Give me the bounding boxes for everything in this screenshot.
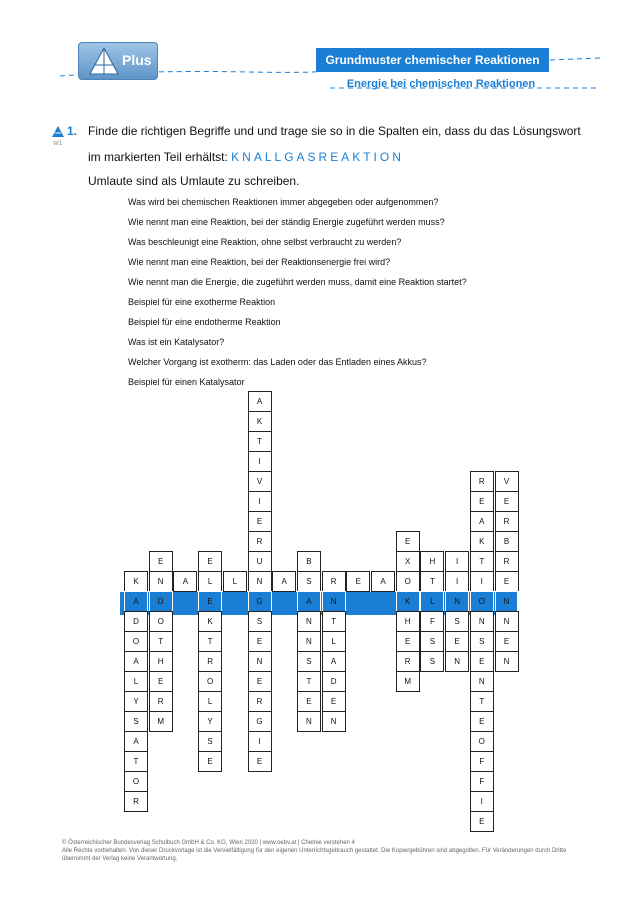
footer-line-1: © Österreichischer Bundesverlag Schulbuch GmbH & Co. KG, Wien 2020 | www.oebv.at | Chemie verstehen 4 — [62, 840, 355, 846]
crossword-cell[interactable]: K — [470, 531, 494, 552]
crossword-cell[interactable]: N — [322, 711, 346, 732]
crossword-cell[interactable]: E — [470, 711, 494, 732]
crossword-cell[interactable]: E — [495, 631, 519, 652]
section-subtitle: Energie bei chemischen Reaktionen — [346, 78, 536, 90]
crossword-cell[interactable]: E — [495, 571, 519, 592]
instruction-line-3: Umlaute sind als Umlaute zu schreiben. — [88, 174, 300, 188]
crossword-cell[interactable]: T — [149, 631, 173, 652]
crossword-cell[interactable]: A — [272, 571, 296, 592]
crossword-cell[interactable]: N — [470, 671, 494, 692]
crossword-cell[interactable]: B — [297, 551, 321, 572]
crossword-cell[interactable]: R — [124, 791, 148, 812]
question-item: Welcher Vorgang ist exotherm: das Laden oder das Entladen eines Akkus? — [128, 357, 427, 367]
chapter-title: Grundmuster chemischer Reaktionen — [316, 48, 549, 72]
crossword-cell[interactable]: E — [445, 631, 469, 652]
crossword-cell[interactable]: K — [124, 571, 148, 592]
crossword-cell[interactable]: I — [445, 571, 469, 592]
crossword-cell[interactable]: E — [248, 751, 272, 772]
solution-cell[interactable]: E — [198, 591, 222, 612]
crossword-cell[interactable]: S — [297, 651, 321, 672]
crossword-cell[interactable]: R — [248, 531, 272, 552]
crossword-cell[interactable]: E — [198, 751, 222, 772]
solution-cell[interactable]: A — [124, 591, 148, 612]
crossword-cell[interactable]: F — [470, 771, 494, 792]
crossword-cell[interactable]: L — [198, 691, 222, 712]
question-item: Beispiel für einen Katalysator — [128, 377, 245, 387]
crossword-cell[interactable]: O — [149, 611, 173, 632]
crossword-cell[interactable]: A — [371, 571, 395, 592]
crossword-cell[interactable]: V — [495, 471, 519, 492]
crossword-cell[interactable]: O — [396, 571, 420, 592]
crossword-cell[interactable]: S — [420, 631, 444, 652]
crossword-cell[interactable]: S — [198, 731, 222, 752]
crossword-cell[interactable]: I — [248, 451, 272, 472]
footer-line-2: Alle Rechte vorbehalten. Von dieser Druckvorlage ist die Vervielfältigung für den eigenen Unterrichtsgebrauch gestattet. Die Kopiergebühren sind abgegolten. Für Veränderungen durch Dritte übernimmt der Verlag keine Verantwortung. — [62, 848, 567, 862]
crossword-cell[interactable]: A — [248, 391, 272, 412]
question-item: Was ist ein Katalysator? — [128, 337, 225, 347]
crossword-cell[interactable]: R — [396, 651, 420, 672]
crossword-cell[interactable]: A — [322, 651, 346, 672]
crossword-cell[interactable]: E — [470, 651, 494, 672]
crossword-cell[interactable]: H — [149, 651, 173, 672]
crossword-cell[interactable]: L — [223, 571, 247, 592]
task-number: 1. — [67, 124, 78, 138]
crossword-cell[interactable]: A — [124, 651, 148, 672]
crossword-cell[interactable]: K — [198, 611, 222, 632]
crossword-cell[interactable]: R — [248, 691, 272, 712]
crossword-cell[interactable]: N — [470, 611, 494, 632]
crossword-cell[interactable]: H — [420, 551, 444, 572]
crossword-cell[interactable]: V — [248, 471, 272, 492]
crossword-cell[interactable]: T — [297, 671, 321, 692]
crossword-cell[interactable]: I — [248, 731, 272, 752]
instruction-line-2-text: im markierten Teil erhältst: — [88, 150, 228, 164]
crossword-cell[interactable]: O — [124, 631, 148, 652]
crossword-cell[interactable]: M — [396, 671, 420, 692]
crossword-cell[interactable]: R — [495, 511, 519, 532]
crossword-cell[interactable]: E — [149, 551, 173, 572]
crossword-cell[interactable]: N — [495, 611, 519, 632]
crossword-cell[interactable]: N — [297, 611, 321, 632]
crossword-cell[interactable]: E — [396, 531, 420, 552]
question-item: Beispiel für eine endotherme Reaktion — [128, 317, 281, 327]
crossword-cell[interactable]: N — [445, 651, 469, 672]
crossword-cell[interactable]: K — [248, 411, 272, 432]
solution-cell[interactable]: N — [322, 591, 346, 612]
crossword-cell[interactable]: E — [346, 571, 370, 592]
instruction-line-1: Finde die richtigen Begriffe und und trage sie so in die Spalten ein, dass du das Lösungswort — [88, 124, 581, 138]
question-item: Was wird bei chemischen Reaktionen immer abgegeben oder aufgenommen? — [128, 197, 439, 207]
crossword-cell[interactable]: M — [149, 711, 173, 732]
crossword-cell[interactable]: D — [124, 611, 148, 632]
crossword-cell[interactable]: S — [445, 611, 469, 632]
crossword-cell[interactable]: G — [248, 711, 272, 732]
crossword-cell[interactable]: E — [470, 811, 494, 832]
crossword-cell[interactable]: F — [420, 611, 444, 632]
crossword-cell[interactable]: N — [495, 651, 519, 672]
crossword-cell[interactable]: L — [198, 571, 222, 592]
crossword-cell[interactable]: Y — [124, 691, 148, 712]
crossword-cell[interactable]: Y — [198, 711, 222, 732]
crossword-cell[interactable]: R — [149, 691, 173, 712]
crossword-cell[interactable]: T — [248, 431, 272, 452]
question-item: Wie nennt man eine Reaktion, bei der Reaktionsenergie frei wird? — [128, 257, 391, 267]
crossword-cell[interactable]: E — [297, 691, 321, 712]
crossword-cell[interactable]: R — [495, 551, 519, 572]
crossword-cell[interactable]: R — [198, 651, 222, 672]
question-item: Beispiel für eine exotherme Reaktion — [128, 297, 276, 307]
crossword-cell[interactable]: T — [420, 571, 444, 592]
crossword-cell[interactable]: R — [322, 571, 346, 592]
crossword-cell[interactable]: B — [495, 531, 519, 552]
crossword-cell[interactable]: N — [248, 571, 272, 592]
crossword-cell[interactable]: T — [198, 631, 222, 652]
level-tag: W1 — [53, 141, 62, 147]
crossword-cell[interactable]: O — [470, 731, 494, 752]
crossword-cell[interactable]: I — [470, 791, 494, 812]
crossword-cell[interactable]: S — [248, 611, 272, 632]
crossword-cell[interactable]: E — [149, 671, 173, 692]
crossword-cell[interactable]: S — [470, 631, 494, 652]
crossword-cell[interactable]: H — [396, 611, 420, 632]
crossword-cell[interactable]: L — [124, 671, 148, 692]
crossword-cell[interactable]: E — [248, 511, 272, 532]
crossword-cell[interactable]: T — [470, 691, 494, 712]
crossword-cell[interactable]: T — [124, 751, 148, 772]
logo-text: Plus — [122, 52, 152, 68]
solution-cell[interactable]: D — [149, 591, 173, 612]
crossword-cell[interactable]: A — [173, 571, 197, 592]
solution-cell[interactable]: N — [445, 591, 469, 612]
crossword-cell[interactable]: U — [248, 551, 272, 572]
crossword-cell[interactable]: E — [396, 631, 420, 652]
solution-cell[interactable]: K — [396, 591, 420, 612]
solution-cell[interactable]: O — [470, 591, 494, 612]
crossword-cell[interactable]: F — [470, 751, 494, 772]
question-item: Wie nennt man eine Reaktion, bei der ständig Energie zugeführt werden muss? — [128, 217, 445, 227]
solution-cell[interactable]: N — [495, 591, 519, 612]
crossword-cell[interactable]: I — [248, 491, 272, 512]
crossword-cell[interactable]: X — [396, 551, 420, 572]
solution-cell[interactable]: A — [297, 591, 321, 612]
crossword-cell[interactable]: L — [322, 631, 346, 652]
crossword-cell[interactable]: R — [470, 471, 494, 492]
crossword-cell[interactable]: E — [248, 671, 272, 692]
crossword-cell[interactable]: A — [470, 511, 494, 532]
crossword-cell[interactable]: E — [495, 491, 519, 512]
crossword-cell[interactable]: T — [322, 611, 346, 632]
solution-word: KNALLGASREAKTION — [231, 150, 404, 164]
crossword-cell[interactable]: S — [297, 571, 321, 592]
solution-cell[interactable]: L — [420, 591, 444, 612]
crossword-cell[interactable]: A — [124, 731, 148, 752]
footer — [62, 839, 582, 863]
crossword-cell[interactable]: S — [124, 711, 148, 732]
crossword-cell[interactable]: E — [248, 631, 272, 652]
crossword-cell[interactable]: N — [248, 651, 272, 672]
solution-cell[interactable]: G — [248, 591, 272, 612]
crossword-cell[interactable]: O — [124, 771, 148, 792]
crossword-cell[interactable]: E — [470, 491, 494, 512]
question-item: Was beschleunigt eine Reaktion, ohne selbst verbraucht zu werden? — [128, 237, 402, 247]
crossword-cell[interactable]: T — [470, 551, 494, 572]
crossword-cell[interactable]: I — [470, 571, 494, 592]
crossword-cell[interactable]: S — [420, 651, 444, 672]
crossword-cell[interactable]: N — [297, 631, 321, 652]
crossword-cell[interactable]: I — [445, 551, 469, 572]
crossword-cell[interactable]: N — [297, 711, 321, 732]
question-item: Wie nennt man die Energie, die zugeführt werden muss, damit eine Reaktion startet? — [128, 277, 467, 287]
crossword-cell[interactable]: D — [322, 671, 346, 692]
crossword-cell[interactable]: N — [149, 571, 173, 592]
crossword-cell[interactable]: O — [198, 671, 222, 692]
crossword-cell[interactable]: E — [198, 551, 222, 572]
crossword-cell[interactable]: E — [322, 691, 346, 712]
